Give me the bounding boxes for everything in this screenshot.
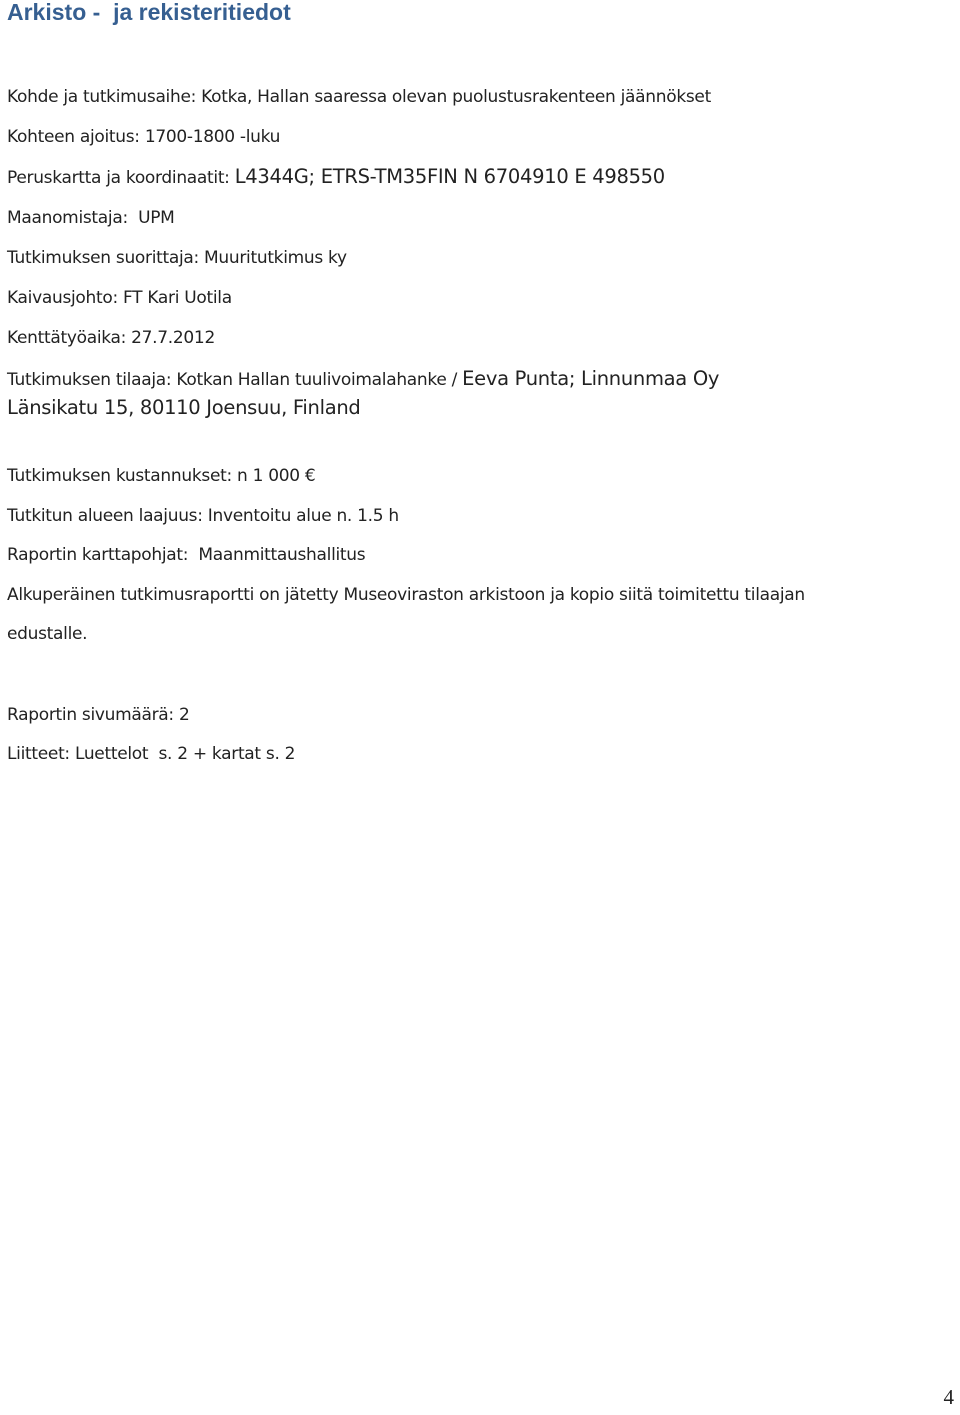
peruskartta-value: L4344G; ETRS-TM35FIN N 6704910 E 498550 [234,165,665,188]
osoite-line [7,397,360,420]
laajuus-line: Tutkitun alueen laajuus: Inventoitu alue n. 1.5 h [7,506,399,526]
suorittaja-line: Tutkimuksen suorittaja: Muuritutkimus ky [7,248,347,268]
section-title: Arkisto - ja rekisteritiedot [7,0,291,25]
tilaaja-line [7,368,719,391]
tilaaja-value: Eeva Punta; Linnunmaa Oy [462,367,720,390]
peruskartta-label: Peruskartta ja koordinaatit: [7,168,235,188]
ajoitus-line: Kohteen ajoitus: 1700-1800 -luku [7,127,281,147]
kaivausjohto-line: Kaivausjohto: FT Kari Uotila [7,288,232,308]
page-number: 4 [943,1385,954,1409]
kenttatyoaika-line: Kenttätyöaika: 27.7.2012 [7,328,215,348]
alkuperainen-line-1: Alkuperäinen tutkimusraportti on jätetty Museoviraston arkistoon ja kopio siitä toimitettu tilaajan [7,585,805,605]
maanomistaja-line: Maanomistaja: UPM [7,208,175,228]
kustannukset-line: Tutkimuksen kustannukset: n 1 000 € [7,466,316,486]
alkuperainen-line-2: edustalle. [7,624,88,644]
liitteet-line: Liitteet: Luettelot s. 2 + kartat s. 2 [7,744,296,764]
peruskartta-line [7,166,665,189]
tilaaja-label: Tutkimuksen tilaaja: Kotkan Hallan tuulivoimalahanke / [7,370,463,390]
sivumaara-line: Raportin sivumäärä: 2 [7,705,190,725]
karttapohjat-line: Raportin karttapohjat: Maanmittaushallitus [7,545,366,565]
osoite-value: Länsikatu 15, 80110 Joensuu, Finland [7,396,361,419]
kohde-line: Kohde ja tutkimusaihe: Kotka, Hallan saaressa olevan puolustusrakenteen jäännökset [7,87,711,107]
